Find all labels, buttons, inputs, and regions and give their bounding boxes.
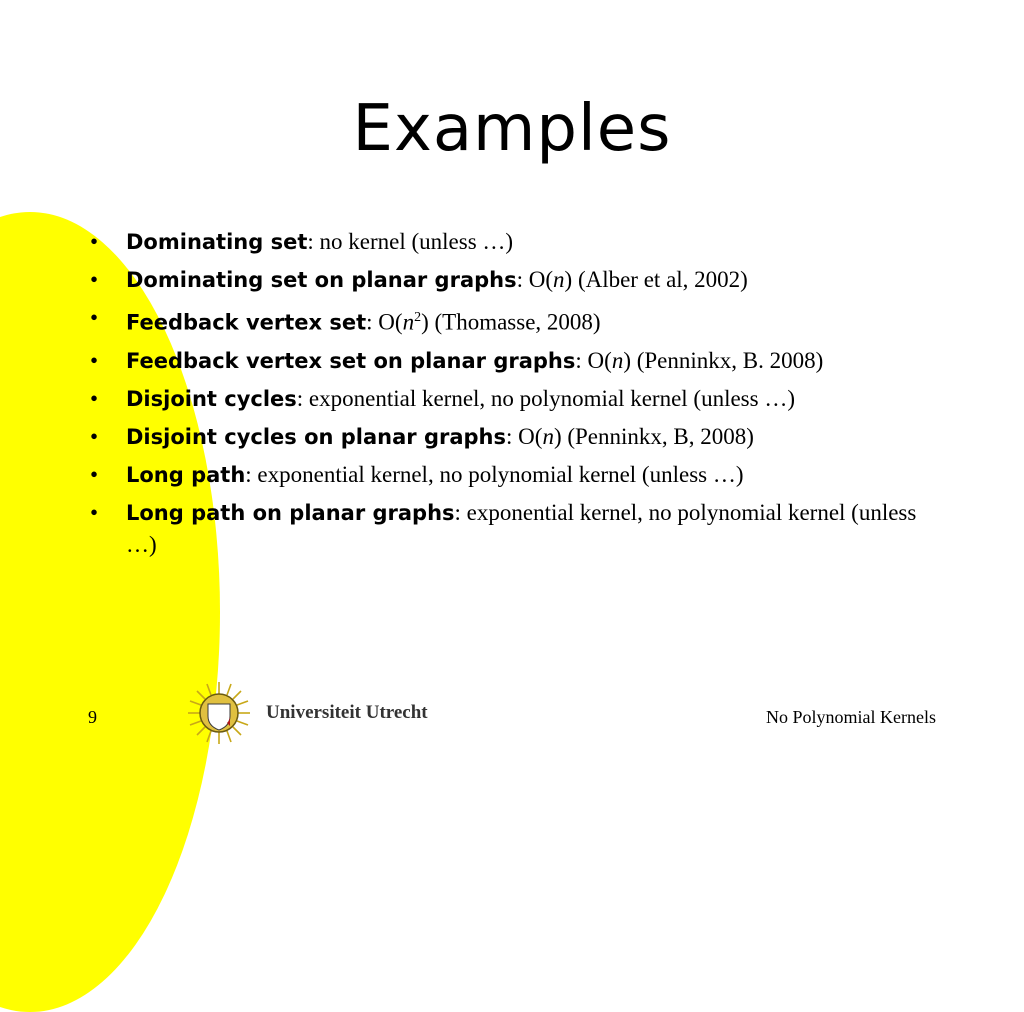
bullet-text: ) (Thomasse, 2008) — [421, 309, 601, 335]
footer-title: No Polynomial Kernels — [766, 707, 936, 727]
bullet-item — [90, 345, 940, 377]
bullet-item — [90, 497, 940, 560]
university-logo — [186, 680, 428, 746]
bullet-text: : exponential kernel, no polynomial kernel (unless …) — [296, 385, 795, 411]
bullet-item — [90, 302, 940, 339]
page-number: 9 — [88, 707, 97, 727]
bullet-text: : exponential kernel, no polynomial kernel (unless …) — [126, 499, 917, 557]
bullet-variable: n — [611, 347, 624, 373]
bullet-term: Dominating set on planar graphs — [126, 268, 517, 292]
university-name: Universiteit Utrecht — [266, 702, 428, 723]
bullet-list — [90, 226, 940, 566]
bullet-variable: n — [553, 267, 565, 292]
bullet-marker: • — [90, 229, 99, 254]
bullet-term: Feedback vertex set — [126, 310, 367, 335]
bullet-term: Disjoint cycles — [126, 386, 297, 411]
utrecht-sun-seal-icon — [186, 680, 252, 746]
bullet-text: : O( — [516, 267, 554, 292]
bullet-text: ) (Penninkx, B. 2008) — [623, 347, 824, 373]
bullet-term: Long path — [126, 462, 246, 487]
bullet-item — [90, 226, 940, 258]
bullet-text: ) (Penninkx, B, 2008) — [553, 423, 754, 449]
bullet-item — [90, 459, 940, 491]
bullet-marker: • — [90, 499, 99, 525]
bullet-text: : O( — [506, 423, 543, 449]
bullet-text: : no kernel (unless …) — [307, 229, 514, 254]
bullet-text: : O( — [575, 347, 612, 373]
bullet-text: : O( — [366, 309, 403, 335]
bullet-term: Dominating set — [126, 230, 308, 254]
bullet-item — [90, 383, 940, 415]
bullet-variable: n — [402, 309, 415, 335]
bullet-marker: • — [90, 267, 99, 292]
bullet-marker: • — [90, 385, 99, 411]
bullet-item — [90, 421, 940, 453]
bullet-variable: n — [542, 423, 554, 449]
bullet-marker: • — [90, 347, 99, 373]
slide-title: Examples — [352, 92, 672, 166]
bullet-item — [90, 264, 940, 296]
bullet-exponent: 2 — [414, 310, 422, 325]
bullet-text: ) (Alber et al, 2002) — [564, 267, 748, 292]
bullet-text: : exponential kernel, no polynomial kernel (unless …) — [245, 461, 744, 487]
bullet-marker: • — [90, 423, 99, 449]
bullet-term: Disjoint cycles on planar graphs — [126, 424, 507, 449]
bullet-marker: • — [90, 461, 99, 487]
bullet-term: Feedback vertex set on planar graphs — [126, 348, 576, 373]
bullet-marker: • — [90, 305, 99, 330]
bullet-term: Long path on planar graphs — [126, 500, 455, 525]
